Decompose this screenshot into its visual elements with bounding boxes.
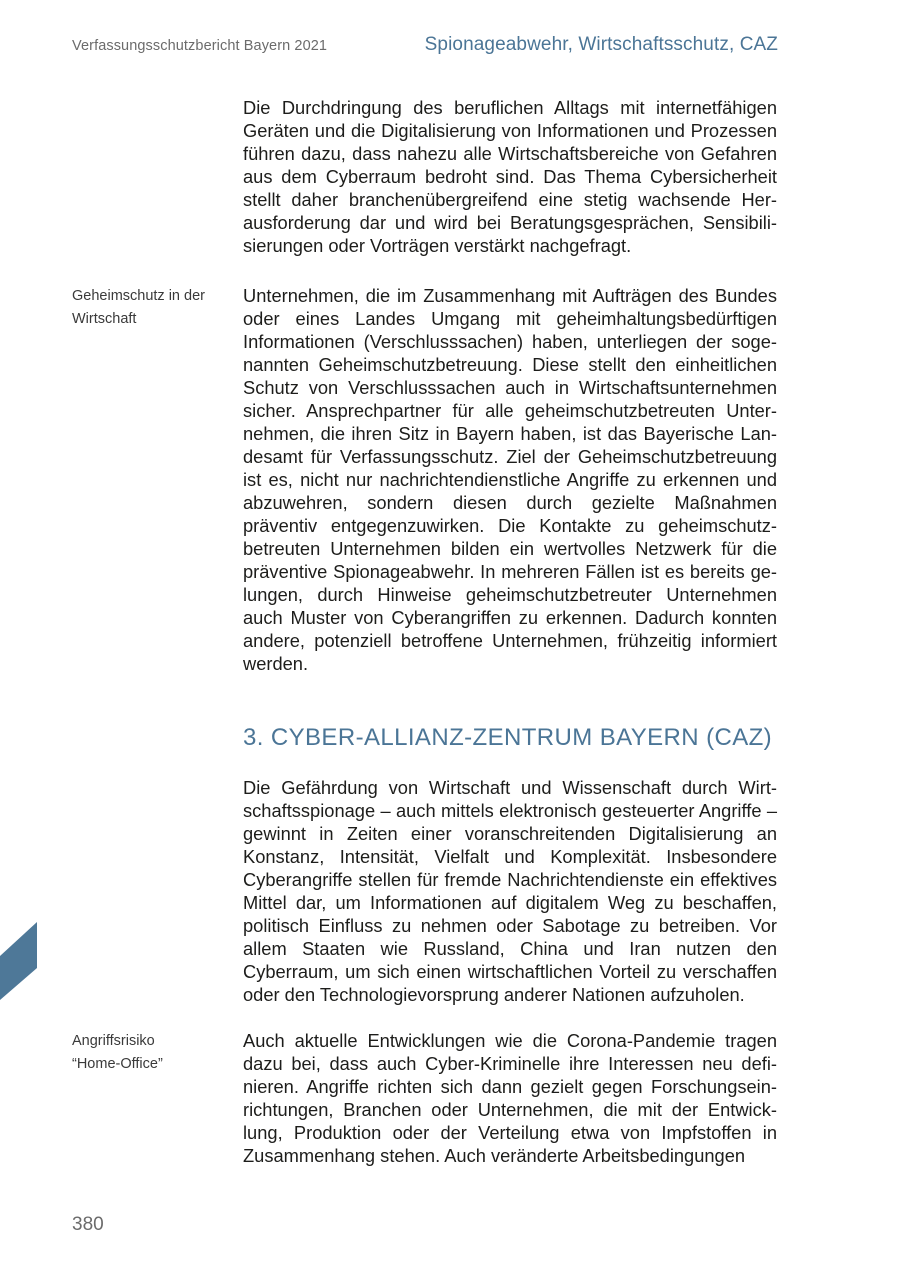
chapter-side-tab bbox=[0, 922, 37, 1000]
paragraph-geheimschutzbetreuung: Unternehmen, die im Zusammenhang mit Aufträgen des Bundes oder eines Landes Umgang mit geheimhaltungsbedürftigen Informationen (Verschlusssachen) haben, unterliegen der sogenannten Geheimschutzbetreuung. Diese stellt den einheitlichen Schutz von Verschlusssachen auch in Wirtschaftsunternehmen sicher. Ansprechpartner für alle geheimschutzbetreuten Unternehmen, die ihren Sitz in Bayern haben, ist das Bayerische Landesamt für Verfassungsschutz. Ziel der Geheimschutzbetreuung ist es, nicht nur nachrichtendienstliche Angriffe zu erkennen und abzuwehren, sondern diesen durch gezielte Maßnahmen präventiv entgegenzuwirken. Die Kontakte zu geheimschutzbetreuten Unternehmen bilden ein wertvolles Netzwerk für die präventive Spionageabwehr. In mehreren Fällen ist es bereits gelungen, durch Hinweise geheimschutzbetreuter Unternehmen auch Muster von Cyberangriffen zu erkennen. Dadurch konnten andere, potenziell betroffene Unternehmen, frühzeitig informiert werden. bbox=[243, 285, 777, 674]
margin-note-geheimschutz bbox=[72, 285, 232, 331]
margin-note-geheimschutz-line1: Geheimschutz in der bbox=[72, 288, 205, 304]
running-head-publication: Verfassungsschutzbericht Bayern 2021 bbox=[72, 38, 328, 54]
running-head-chapter: Spionageabwehr, Wirtschaftsschutz, CAZ bbox=[424, 34, 778, 55]
paragraph-digitalisierung: Die Durchdringung des beruflichen Alltags mit internetfähigen Geräten und die Digitalisierung von Informationen und Prozessen führen dazu, dass nahezu alle Wirtschaftsbereiche von Gefahren aus dem Cyberraum bedroht sind. Das Thema Cybersicherheit stellt daher branchenübergreifend eine stetig wachsende Herausforderung dar und wird bei Beratungsgesprächen, Sensibilisierungen oder Vorträgen verstärkt nachgefragt. bbox=[243, 97, 777, 256]
side-tab-shape bbox=[0, 922, 37, 1000]
paragraph-wirtschaftsspionage: Die Gefährdung von Wirtschaft und Wissenschaft durch Wirtschaftsspionage – auch mittels elektronisch gesteuerter Angriffe – gewinnt in Zeiten einer voranschreitenden Digitalisierung an Konstanz, Intensität, Vielfalt und Komplexität. Insbesondere Cyberangriffe stellen für fremde Nachrichtendienste ein effektives Mittel dar, um Informationen auf digitalem Weg zu beschaffen, politisch Einfluss zu nehmen oder Sabotage zu betreiben. Vor allem Staaten wie Russland, China und Iran nutzen den Cyberraum, um sich einen wirtschaftlichen Vorteil zu verschaffen oder den Technologievorsprung anderer Nationen aufzuholen. bbox=[243, 777, 777, 1005]
margin-note-geheimschutz-line2: Wirtschaft bbox=[72, 311, 137, 327]
paragraph-home-office: Auch aktuelle Entwicklungen wie die Corona-Pandemie tragen dazu bei, dass auch Cyber-Kriminelle ihre Interessen neu definieren. Angriffe richten sich dann gezielt gegen Forschungseinrichtungen, Branchen oder Unternehmen, die mit der Entwicklung, Produktion oder der Verteilung etwa von Impfstoffen in Zusammenhang stehen. Auch veränderte Arbeitsbedingungen bbox=[243, 1030, 777, 1166]
page-number: 380 bbox=[72, 1214, 104, 1235]
margin-note-angriffsrisiko-line2: “Home-Office” bbox=[72, 1056, 163, 1072]
section-heading-caz: 3. CYBER-ALLIANZ-ZENTRUM BAYERN (CAZ) bbox=[243, 724, 773, 751]
margin-note-angriffsrisiko-line1: Angriffsrisiko bbox=[72, 1033, 155, 1049]
margin-note-angriffsrisiko bbox=[72, 1030, 232, 1076]
